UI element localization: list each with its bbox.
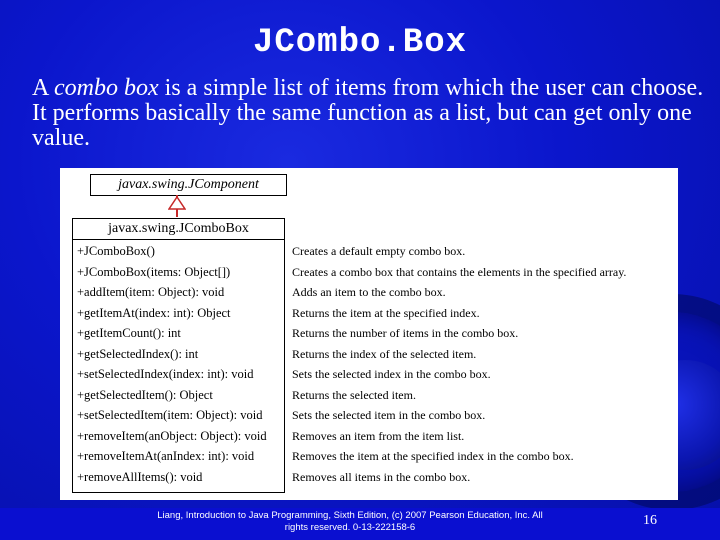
parent-class-box: javax.swing.JComponent <box>90 174 287 196</box>
method-signature: +getItemAt(index: int): Object <box>77 305 231 320</box>
class-name-box: javax.swing.JComboBox <box>72 218 285 240</box>
method-signature: +JComboBox(items: Object[]) <box>77 264 231 279</box>
method-signature: +removeAllItems(): void <box>77 469 203 484</box>
method-signature: +getSelectedIndex(): int <box>77 346 199 361</box>
method-description: Creates a default empty combo box. <box>292 244 466 258</box>
methods-box <box>72 239 285 493</box>
intro-emphasis: combo box <box>54 75 159 101</box>
method-signature: +setSelectedIndex(index: int): void <box>77 367 254 381</box>
intro-suffix: is a simple list of items from which the user can choose. It performs basically the same function as a list, but can get only one value. <box>32 75 704 151</box>
method-description: Sets the selected index in the combo box. <box>292 367 491 381</box>
method-description: Adds an item to the combo box. <box>292 285 446 299</box>
method-description: Returns the number of items in the combo box. <box>292 326 519 340</box>
method-signature: +setSelectedItem(item: Object): void <box>77 408 263 422</box>
method-description: Creates a combo box that contains the elements in the specified array. <box>292 264 627 279</box>
footer-copyright <box>130 510 570 534</box>
method-description: Removes the item at the specified index in the combo box. <box>292 449 574 463</box>
page-number: 16 <box>643 513 657 528</box>
method-signature: +addItem(item: Object): void <box>77 285 225 299</box>
footer-line-2: rights reserved. 0-13-222158-6 <box>284 522 416 533</box>
footer-line-1: Liang, Introduction to Java Programming, Sixth Edition, (c) 2007 Pearson Education, Inc. All <box>157 510 543 521</box>
method-description: Returns the selected item. <box>292 387 416 402</box>
method-description: Removes all items in the combo box. <box>292 469 471 484</box>
inheritance-arrow-icon <box>168 196 186 210</box>
method-description: Sets the selected item in the combo box. <box>292 408 486 422</box>
method-signature: +removeItem(anObject: Object): void <box>77 428 267 443</box>
intro-prefix: A <box>32 75 55 101</box>
method-signature: +getSelectedItem(): Object <box>77 387 213 402</box>
slide-title: JCombo.Box <box>252 24 468 62</box>
method-signature: +getItemCount(): int <box>77 326 181 340</box>
method-signature: +JComboBox() <box>77 244 155 258</box>
method-description: Removes an item from the item list. <box>292 428 465 443</box>
uml-diagram <box>60 168 678 500</box>
method-signature: +removeItemAt(anIndex: int): void <box>77 449 255 463</box>
method-description: Returns the index of the selected item. <box>292 346 477 361</box>
method-description: Returns the item at the specified index. <box>292 305 480 320</box>
intro-paragraph <box>32 76 704 151</box>
